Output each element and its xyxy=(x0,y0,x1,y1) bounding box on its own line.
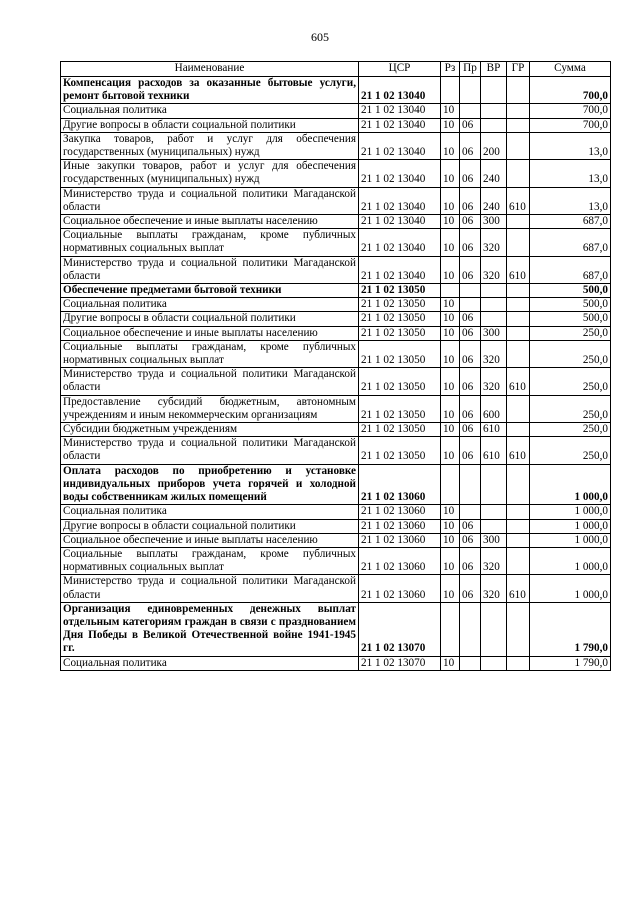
cell-vr: 320 xyxy=(481,256,507,283)
cell-vr: 300 xyxy=(481,215,507,229)
cell-pr xyxy=(460,284,481,298)
cell-csr: 21 1 02 13070 xyxy=(359,656,441,670)
cell-name: Организация единовременных денежных выплат отдельным категориям граждан в связи с празднованием Дня Победы в Великой Отечественной войне 1941-1945 гг. xyxy=(61,602,359,656)
cell-gr xyxy=(507,602,530,656)
cell-vr: 320 xyxy=(481,229,507,256)
table-header-row xyxy=(61,62,611,77)
cell-sum: 250,0 xyxy=(530,437,611,464)
cell-csr: 21 1 02 13050 xyxy=(359,326,441,340)
cell-vr xyxy=(481,298,507,312)
table-row xyxy=(61,326,611,340)
cell-gr xyxy=(507,104,530,118)
budget-table xyxy=(60,61,611,671)
cell-vr: 300 xyxy=(481,533,507,547)
cell-rz: 10 xyxy=(441,340,460,367)
cell-sum: 250,0 xyxy=(530,368,611,395)
cell-rz xyxy=(441,77,460,104)
cell-pr: 06 xyxy=(460,229,481,256)
cell-vr xyxy=(481,284,507,298)
cell-csr: 21 1 02 13060 xyxy=(359,547,441,574)
cell-rz: 10 xyxy=(441,395,460,422)
cell-csr: 21 1 02 13050 xyxy=(359,437,441,464)
cell-sum: 250,0 xyxy=(530,423,611,437)
cell-pr: 06 xyxy=(460,160,481,187)
header-gr: ГР xyxy=(507,62,530,77)
cell-vr xyxy=(481,118,507,132)
cell-sum: 1 790,0 xyxy=(530,602,611,656)
table-row xyxy=(61,256,611,283)
cell-rz: 10 xyxy=(441,368,460,395)
cell-rz: 10 xyxy=(441,312,460,326)
cell-csr: 21 1 02 13050 xyxy=(359,298,441,312)
cell-gr xyxy=(507,340,530,367)
cell-name: Социальная политика xyxy=(61,298,359,312)
cell-vr: 610 xyxy=(481,423,507,437)
cell-rz: 10 xyxy=(441,187,460,214)
cell-vr xyxy=(481,656,507,670)
table-row xyxy=(61,340,611,367)
cell-csr: 21 1 02 13040 xyxy=(359,187,441,214)
cell-gr: 610 xyxy=(507,575,530,602)
cell-name: Другие вопросы в области социальной политики xyxy=(61,519,359,533)
table-row xyxy=(61,423,611,437)
cell-sum: 1 000,0 xyxy=(530,547,611,574)
table-row xyxy=(61,215,611,229)
cell-pr xyxy=(460,505,481,519)
cell-vr: 320 xyxy=(481,575,507,602)
cell-rz: 10 xyxy=(441,519,460,533)
table-row xyxy=(61,656,611,670)
cell-rz: 10 xyxy=(441,575,460,602)
cell-name: Предоставление субсидий бюджетным, автономным учреждениям и иным некоммерческим организациям xyxy=(61,395,359,422)
cell-name: Министерство труда и социальной политики Магаданской области xyxy=(61,256,359,283)
cell-name: Социальное обеспечение и иные выплаты населению xyxy=(61,326,359,340)
cell-name: Оплата расходов по приобретению и установке индивидуальных приборов учета горячей и холодной воды собственникам жилых помещений xyxy=(61,464,359,505)
cell-sum: 1 000,0 xyxy=(530,464,611,505)
cell-vr: 240 xyxy=(481,160,507,187)
cell-rz: 10 xyxy=(441,215,460,229)
header-vr: ВР xyxy=(481,62,507,77)
cell-gr xyxy=(507,423,530,437)
cell-rz xyxy=(441,284,460,298)
cell-pr: 06 xyxy=(460,395,481,422)
table-row xyxy=(61,547,611,574)
cell-sum: 13,0 xyxy=(530,160,611,187)
cell-pr xyxy=(460,104,481,118)
cell-pr xyxy=(460,602,481,656)
cell-gr xyxy=(507,505,530,519)
table-row xyxy=(61,519,611,533)
cell-csr: 21 1 02 13040 xyxy=(359,118,441,132)
cell-sum: 1 000,0 xyxy=(530,575,611,602)
cell-rz: 10 xyxy=(441,160,460,187)
cell-vr xyxy=(481,312,507,326)
header-csr: ЦСР xyxy=(359,62,441,77)
cell-pr: 06 xyxy=(460,326,481,340)
cell-rz: 10 xyxy=(441,656,460,670)
table-row xyxy=(61,575,611,602)
cell-csr: 21 1 02 13070 xyxy=(359,602,441,656)
cell-pr: 06 xyxy=(460,256,481,283)
table-row xyxy=(61,118,611,132)
cell-gr xyxy=(507,132,530,159)
cell-csr: 21 1 02 13060 xyxy=(359,464,441,505)
cell-sum: 687,0 xyxy=(530,229,611,256)
cell-csr: 21 1 02 13050 xyxy=(359,368,441,395)
cell-gr xyxy=(507,215,530,229)
table-row xyxy=(61,312,611,326)
cell-gr xyxy=(507,229,530,256)
cell-gr: 610 xyxy=(507,437,530,464)
cell-name: Компенсация расходов за оказанные бытовые услуги, ремонт бытовой техники xyxy=(61,77,359,104)
cell-rz: 10 xyxy=(441,104,460,118)
cell-vr xyxy=(481,519,507,533)
header-rz: Рз xyxy=(441,62,460,77)
cell-sum: 700,0 xyxy=(530,104,611,118)
cell-gr xyxy=(507,547,530,574)
cell-sum: 250,0 xyxy=(530,326,611,340)
cell-csr: 21 1 02 13040 xyxy=(359,160,441,187)
cell-csr: 21 1 02 13050 xyxy=(359,395,441,422)
cell-rz: 10 xyxy=(441,298,460,312)
cell-csr: 21 1 02 13050 xyxy=(359,284,441,298)
table-row xyxy=(61,437,611,464)
cell-csr: 21 1 02 13060 xyxy=(359,575,441,602)
table-row xyxy=(61,284,611,298)
cell-sum: 250,0 xyxy=(530,340,611,367)
cell-csr: 21 1 02 13060 xyxy=(359,519,441,533)
cell-name: Другие вопросы в области социальной политики xyxy=(61,312,359,326)
cell-pr: 06 xyxy=(460,132,481,159)
table-row xyxy=(61,187,611,214)
cell-vr: 240 xyxy=(481,187,507,214)
header-pr: Пр xyxy=(460,62,481,77)
cell-rz: 10 xyxy=(441,229,460,256)
cell-pr: 06 xyxy=(460,340,481,367)
cell-sum: 250,0 xyxy=(530,395,611,422)
cell-csr: 21 1 02 13060 xyxy=(359,533,441,547)
cell-sum: 13,0 xyxy=(530,187,611,214)
cell-csr: 21 1 02 13040 xyxy=(359,229,441,256)
cell-sum: 1 000,0 xyxy=(530,533,611,547)
cell-csr: 21 1 02 13040 xyxy=(359,215,441,229)
table-row xyxy=(61,132,611,159)
cell-name: Социальное обеспечение и иные выплаты населению xyxy=(61,533,359,547)
cell-gr xyxy=(507,118,530,132)
cell-sum: 500,0 xyxy=(530,312,611,326)
cell-pr xyxy=(460,298,481,312)
header-sum: Сумма xyxy=(530,62,611,77)
cell-sum: 687,0 xyxy=(530,215,611,229)
cell-pr: 06 xyxy=(460,215,481,229)
cell-vr: 600 xyxy=(481,395,507,422)
cell-rz: 10 xyxy=(441,423,460,437)
cell-csr: 21 1 02 13040 xyxy=(359,132,441,159)
cell-csr: 21 1 02 13050 xyxy=(359,340,441,367)
cell-vr xyxy=(481,602,507,656)
cell-gr xyxy=(507,298,530,312)
cell-vr xyxy=(481,505,507,519)
cell-csr: 21 1 02 13040 xyxy=(359,104,441,118)
cell-vr xyxy=(481,464,507,505)
cell-vr: 200 xyxy=(481,132,507,159)
cell-csr: 21 1 02 13040 xyxy=(359,77,441,104)
cell-sum: 700,0 xyxy=(530,77,611,104)
cell-gr xyxy=(507,326,530,340)
table-row xyxy=(61,160,611,187)
cell-name: Министерство труда и социальной политики Магаданской области xyxy=(61,187,359,214)
cell-pr: 06 xyxy=(460,437,481,464)
cell-gr xyxy=(507,312,530,326)
cell-sum: 1 790,0 xyxy=(530,656,611,670)
table-row xyxy=(61,298,611,312)
cell-sum: 1 000,0 xyxy=(530,519,611,533)
cell-name: Министерство труда и социальной политики Магаданской области xyxy=(61,575,359,602)
cell-rz: 10 xyxy=(441,118,460,132)
cell-gr xyxy=(507,160,530,187)
cell-rz: 10 xyxy=(441,437,460,464)
cell-rz: 10 xyxy=(441,505,460,519)
cell-pr: 06 xyxy=(460,187,481,214)
cell-vr xyxy=(481,77,507,104)
cell-rz: 10 xyxy=(441,326,460,340)
cell-pr: 06 xyxy=(460,519,481,533)
cell-pr: 06 xyxy=(460,547,481,574)
cell-vr: 320 xyxy=(481,547,507,574)
cell-name: Министерство труда и социальной политики Магаданской области xyxy=(61,368,359,395)
cell-name: Социальные выплаты гражданам, кроме публичных нормативных социальных выплат xyxy=(61,547,359,574)
cell-rz: 10 xyxy=(441,533,460,547)
cell-vr: 320 xyxy=(481,368,507,395)
cell-pr xyxy=(460,464,481,505)
cell-gr xyxy=(507,395,530,422)
cell-csr: 21 1 02 13050 xyxy=(359,423,441,437)
cell-pr: 06 xyxy=(460,423,481,437)
cell-rz: 10 xyxy=(441,132,460,159)
cell-sum: 687,0 xyxy=(530,256,611,283)
cell-pr: 06 xyxy=(460,368,481,395)
cell-name: Закупка товаров, работ и услуг для обеспечения государственных (муниципальных) нужд xyxy=(61,132,359,159)
table-row xyxy=(61,602,611,656)
cell-sum: 500,0 xyxy=(530,298,611,312)
table-row xyxy=(61,464,611,505)
cell-sum: 700,0 xyxy=(530,118,611,132)
cell-vr: 610 xyxy=(481,437,507,464)
table-row xyxy=(61,505,611,519)
cell-csr: 21 1 02 13050 xyxy=(359,312,441,326)
cell-gr xyxy=(507,533,530,547)
cell-pr: 06 xyxy=(460,312,481,326)
cell-vr: 300 xyxy=(481,326,507,340)
cell-pr: 06 xyxy=(460,118,481,132)
cell-pr xyxy=(460,77,481,104)
cell-name: Социальные выплаты гражданам, кроме публичных нормативных социальных выплат xyxy=(61,340,359,367)
header-name: Наименование xyxy=(61,62,359,77)
cell-sum: 1 000,0 xyxy=(530,505,611,519)
cell-rz: 10 xyxy=(441,256,460,283)
cell-gr xyxy=(507,77,530,104)
cell-gr: 610 xyxy=(507,256,530,283)
table-row xyxy=(61,368,611,395)
table-row xyxy=(61,77,611,104)
cell-csr: 21 1 02 13060 xyxy=(359,505,441,519)
cell-gr: 610 xyxy=(507,187,530,214)
cell-rz: 10 xyxy=(441,547,460,574)
cell-name: Социальные выплаты гражданам, кроме публичных нормативных социальных выплат xyxy=(61,229,359,256)
cell-name: Обеспечение предметами бытовой техники xyxy=(61,284,359,298)
cell-vr xyxy=(481,104,507,118)
cell-name: Субсидии бюджетным учреждениям xyxy=(61,423,359,437)
table-row xyxy=(61,533,611,547)
cell-rz xyxy=(441,464,460,505)
cell-name: Социальная политика xyxy=(61,656,359,670)
cell-rz xyxy=(441,602,460,656)
cell-gr: 610 xyxy=(507,368,530,395)
table-row xyxy=(61,104,611,118)
cell-name: Социальное обеспечение и иные выплаты населению xyxy=(61,215,359,229)
cell-gr xyxy=(507,464,530,505)
cell-name: Другие вопросы в области социальной политики xyxy=(61,118,359,132)
cell-name: Министерство труда и социальной политики Магаданской области xyxy=(61,437,359,464)
table-row xyxy=(61,395,611,422)
cell-pr xyxy=(460,656,481,670)
cell-csr: 21 1 02 13040 xyxy=(359,256,441,283)
cell-name: Социальная политика xyxy=(61,505,359,519)
cell-gr xyxy=(507,284,530,298)
cell-gr xyxy=(507,656,530,670)
cell-pr: 06 xyxy=(460,533,481,547)
cell-name: Иные закупки товаров, работ и услуг для обеспечения государственных (муниципальных) нужд xyxy=(61,160,359,187)
cell-name: Социальная политика xyxy=(61,104,359,118)
cell-pr: 06 xyxy=(460,575,481,602)
page-number: 605 xyxy=(311,30,329,44)
cell-sum: 500,0 xyxy=(530,284,611,298)
table-row xyxy=(61,229,611,256)
cell-vr: 320 xyxy=(481,340,507,367)
cell-sum: 13,0 xyxy=(530,132,611,159)
cell-gr xyxy=(507,519,530,533)
